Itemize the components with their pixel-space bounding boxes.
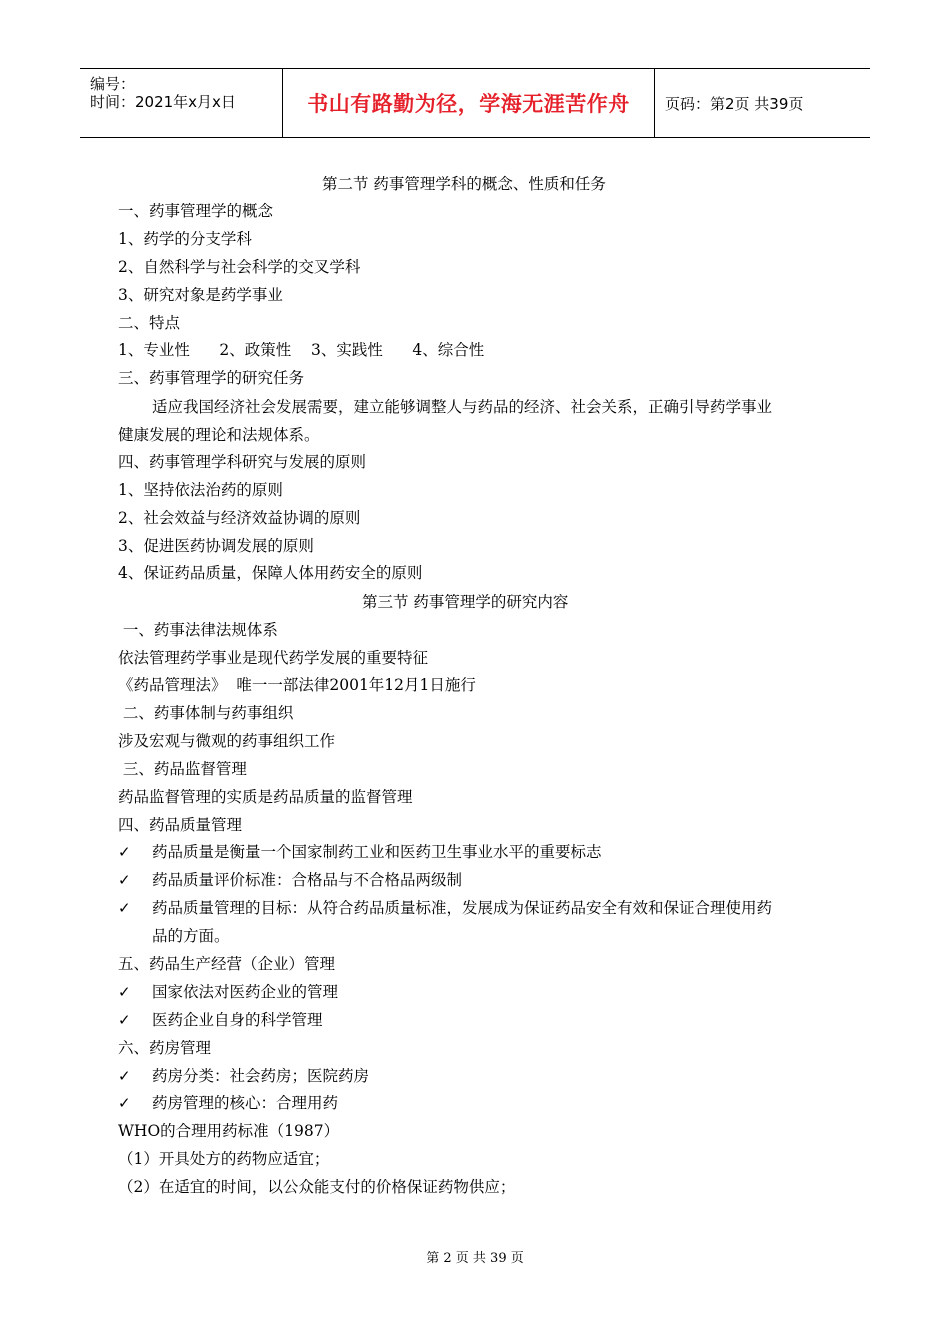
- document-header: [80, 68, 870, 138]
- checkmark-icon: ✓: [118, 1094, 131, 1112]
- s2-principle-1: 1、坚持依法治药的原则: [118, 481, 283, 499]
- s2-task-para-line1: 适应我国经济社会发展需要，建立能够调整人与药品的经济、社会关系，正确引导药学事业: [152, 398, 773, 416]
- number-label: 编号：: [90, 75, 136, 93]
- header-motto-cell: [282, 69, 655, 137]
- s3-5-check-2: 医药企业自身的科学管理: [152, 1011, 323, 1029]
- s3-4-check-2: 药品质量评价标准：合格品与不合格品两级制: [152, 871, 463, 889]
- s3-heading-6: 六、药房管理: [118, 1039, 212, 1057]
- s3-heading-3: 三、药品监督管理: [118, 760, 247, 778]
- s3-3-line1: 药品监督管理的实质是药品质量的监督管理: [118, 788, 413, 806]
- checkmark-icon: ✓: [118, 1011, 131, 1029]
- s2-principle-3: 3、促进医药协调发展的原则: [118, 537, 314, 555]
- checkmark-icon: ✓: [118, 871, 131, 889]
- s2-heading-3: 三、药事管理学的研究任务: [118, 369, 305, 387]
- s2-principle-4: 4、保证药品质量，保障人体用药安全的原则: [118, 564, 423, 582]
- page-footer: 第 2 页 共 39 页: [426, 1251, 524, 1266]
- s2-item-1-3: 3、研究对象是药学事业: [118, 286, 283, 304]
- s3-heading-2: 二、药事体制与药事组织: [118, 704, 294, 722]
- who-criterion-1: （1）开具处方的药物应适宜；: [118, 1150, 330, 1168]
- s3-4-check-3-line1: 药品质量管理的目标：从符合药品质量标准，发展成为保证药品安全有效和保证合理使用药: [152, 899, 773, 917]
- s3-heading-4: 四、药品质量管理: [118, 816, 243, 834]
- s2-heading-1: 一、药事管理学的概念: [118, 202, 274, 220]
- checkmark-icon: ✓: [118, 899, 131, 917]
- section3-title: 第三节 药事管理学的研究内容: [362, 593, 569, 611]
- page-info: 页码：第2页 共39页: [665, 94, 804, 113]
- s3-5-check-1: 国家依法对医药企业的管理: [152, 983, 339, 1001]
- s3-6-check-1: 药房分类：社会药房；医院药房: [152, 1067, 370, 1085]
- s3-4-check-3-line2: 品的方面。: [152, 927, 230, 945]
- s2-principle-2: 2、社会效益与经济效益协调的原则: [118, 509, 361, 527]
- s2-heading-2: 二、特点: [118, 314, 181, 332]
- s3-1-line2: 《药品管理法》 唯一一部法律2001年12月1日施行: [118, 676, 476, 694]
- s2-feature-list: 1、专业性 2、政策性 3、实践性 4、综合性: [118, 341, 485, 359]
- s3-4-check-1: 药品质量是衡量一个国家制药工业和医药卫生事业水平的重要标志: [152, 843, 602, 861]
- header-meta: [80, 69, 282, 137]
- s3-1-line1: 依法管理药学事业是现代药学发展的重要特征: [118, 649, 429, 667]
- who-criterion-2: （2）在适宜的时间，以公众能支付的价格保证药物供应；: [118, 1178, 516, 1196]
- header-page-cell: [655, 69, 870, 137]
- s2-task-para-line2: 健康发展的理论和法规体系。: [118, 426, 320, 444]
- checkmark-icon: ✓: [118, 983, 131, 1001]
- s3-6-check-2: 药房管理的核心：合理用药: [152, 1094, 339, 1112]
- who-title: WHO的合理用药标准（1987）: [118, 1122, 340, 1140]
- checkmark-icon: ✓: [118, 843, 131, 861]
- s3-heading-5: 五、药品生产经营（企业）管理: [118, 955, 336, 973]
- s2-item-1-2: 2、自然科学与社会科学的交叉学科: [118, 258, 361, 276]
- section2-title: 第二节 药事管理学科的概念、性质和任务: [322, 175, 606, 193]
- s2-heading-4: 四、药事管理学科研究与发展的原则: [118, 453, 367, 471]
- s3-heading-1: 一、药事法律法规体系: [118, 621, 278, 639]
- s2-item-1-1: 1、药学的分支学科: [118, 230, 252, 248]
- checkmark-icon: ✓: [118, 1067, 131, 1085]
- time-label: 时间：2021年x月x日: [90, 93, 236, 111]
- motto: 书山有路勤为径，学海无涯苦作舟: [307, 91, 630, 116]
- s3-2-line1: 涉及宏观与微观的药事组织工作: [118, 732, 336, 750]
